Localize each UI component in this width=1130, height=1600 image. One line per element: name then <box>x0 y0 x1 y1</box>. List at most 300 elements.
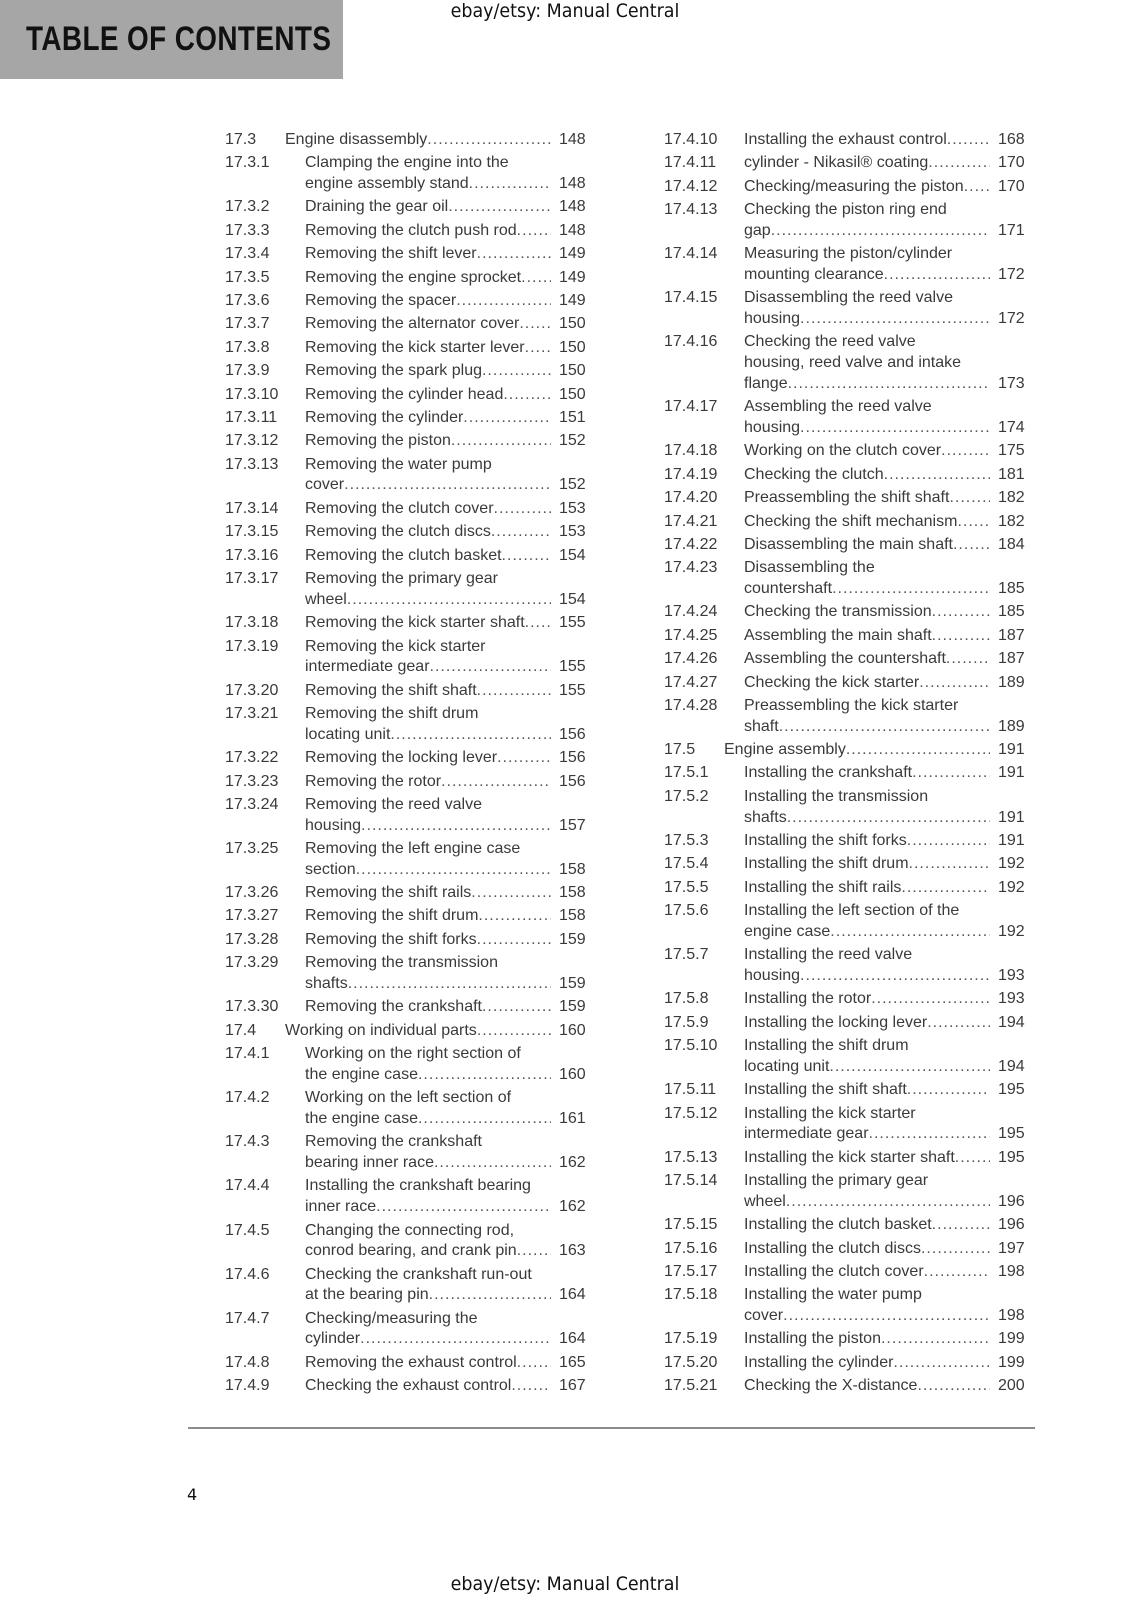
toc-entry-page: 149 <box>559 268 586 286</box>
toc-entry-page: 199 <box>998 1353 1025 1371</box>
toc-entry-title: housing <box>744 966 801 984</box>
toc-entry-number: 17.5.4 <box>664 855 709 873</box>
toc-entry[interactable] <box>664 488 1034 509</box>
toc-entry-title: Installing the clutch cover <box>744 1262 924 1280</box>
toc-entry-title: Removing the spacer <box>305 292 457 310</box>
toc-entry-title: Installing the shift shaft <box>744 1081 907 1099</box>
toc-entry[interactable] <box>664 535 1034 556</box>
dot-leader <box>477 930 551 951</box>
toc-entry-title: engine assembly stand <box>305 175 469 193</box>
toc-entry-title: cylinder <box>305 1330 361 1348</box>
toc-entry-number: 17.3.16 <box>225 546 279 564</box>
toc-entry-title: Checking the X-distance <box>744 1377 918 1395</box>
dot-leader <box>909 854 990 875</box>
toc-entry[interactable] <box>225 953 595 994</box>
toc-entry[interactable] <box>225 338 595 359</box>
toc-entry[interactable] <box>664 1285 1034 1326</box>
toc-entry-title: Removing the primary gear <box>305 570 498 588</box>
toc-entry[interactable] <box>664 854 1034 875</box>
toc-entry-number: 17.3.23 <box>225 772 279 790</box>
toc-entry-page: 151 <box>559 409 586 426</box>
dot-leader <box>881 1329 990 1350</box>
toc-entry-title: shaft <box>744 717 779 735</box>
toc-entry[interactable] <box>225 613 595 634</box>
dot-leader <box>800 309 990 330</box>
toc-entry[interactable] <box>664 1013 1034 1034</box>
dot-leader <box>932 602 990 623</box>
toc-entry[interactable] <box>664 441 1034 462</box>
dot-leader <box>829 1057 990 1078</box>
toc-entry[interactable] <box>225 221 595 242</box>
dot-leader <box>448 197 551 218</box>
dot-leader <box>427 130 551 151</box>
toc-entry-number: 17.3.28 <box>225 930 279 948</box>
toc-entry-title: inner race <box>305 1198 377 1216</box>
toc-entry[interactable] <box>664 1036 1034 1077</box>
toc-entry-number: 17.4.19 <box>664 465 718 483</box>
toc-entry-number: 17.5.10 <box>664 1037 718 1055</box>
toc-entry[interactable] <box>225 197 595 218</box>
toc-entry-page: 155 <box>559 658 586 676</box>
toc-entry-title: Removing the crankshaft <box>305 998 482 1016</box>
dot-leader <box>949 488 990 509</box>
toc-entry[interactable] <box>664 1329 1034 1350</box>
toc-entry[interactable] <box>225 1353 595 1374</box>
toc-entry-title: Checking the crankshaft run-out <box>305 1265 532 1283</box>
toc-entry[interactable] <box>664 945 1034 986</box>
dot-leader <box>917 1376 990 1397</box>
toc-entry-number: 17.4.10 <box>664 131 718 148</box>
toc-entry-number: 17.3.5 <box>225 268 270 286</box>
dot-leader <box>901 878 990 899</box>
toc-entry-number: 17.5.1 <box>664 764 709 782</box>
toc-entry-title: Removing the shift rails <box>305 884 472 902</box>
dot-leader <box>869 1124 990 1145</box>
toc-entry[interactable] <box>664 901 1034 942</box>
dot-leader <box>497 748 551 769</box>
dot-leader <box>519 314 551 335</box>
dot-leader <box>921 1239 990 1260</box>
dot-leader <box>783 1306 990 1327</box>
toc-entry-number: 17.4.11 <box>664 154 717 172</box>
toc-entry-number: 17.4.26 <box>664 650 718 668</box>
toc-entry[interactable] <box>225 455 595 496</box>
toc-entry-number: 17.5.18 <box>664 1286 718 1304</box>
footer-watermark: ebay/etsy: Manual Central <box>450 1573 680 1595</box>
dot-leader <box>957 512 990 533</box>
toc-entry-number: 17.4.2 <box>225 1089 270 1107</box>
toc-entry[interactable] <box>225 1221 595 1262</box>
toc-entry[interactable] <box>664 200 1034 241</box>
dot-leader <box>517 1353 551 1374</box>
toc-entry-title: Assembling the reed valve <box>744 398 932 416</box>
toc-entry-title: Disassembling the main shaft <box>744 535 953 553</box>
toc-entry-title: the engine case <box>305 1109 418 1127</box>
dot-leader <box>800 966 990 987</box>
toc-entry-page: 185 <box>998 580 1025 597</box>
toc-entry-title: housing <box>744 310 801 328</box>
toc-entry-number: 17.4.3 <box>225 1133 270 1151</box>
toc-entry-title: Installing the clutch discs <box>744 1239 921 1257</box>
toc-entry[interactable] <box>664 397 1034 438</box>
dot-leader <box>928 153 990 174</box>
toc-entry-page: 171 <box>998 221 1025 239</box>
toc-entry[interactable] <box>225 314 595 335</box>
dot-leader <box>787 808 990 829</box>
toc-entry-page: 149 <box>559 292 586 310</box>
toc-entry-title: Installing the rotor <box>744 990 872 1008</box>
dot-leader <box>521 268 551 289</box>
toc-entry[interactable] <box>225 637 595 678</box>
toc-entry-page: 161 <box>559 1109 586 1127</box>
toc-entry[interactable] <box>225 546 595 567</box>
dot-leader <box>477 681 551 702</box>
toc-entry-page: 159 <box>559 930 586 948</box>
toc-entry-title: countershaft <box>744 580 833 597</box>
toc-entry[interactable] <box>664 831 1034 852</box>
toc-entry-page: 191 <box>998 741 1025 759</box>
toc-entry-page: 148 <box>559 131 586 148</box>
toc-entry[interactable] <box>225 1044 595 1085</box>
dot-leader <box>356 860 551 881</box>
toc-entry-page: 195 <box>998 1081 1025 1099</box>
toc-entry[interactable] <box>664 696 1034 737</box>
toc-entry-page: 182 <box>998 489 1025 507</box>
toc-entry-title: Installing the shift rails <box>744 878 902 896</box>
toc-entry-title: Removing the engine sprocket <box>305 268 522 286</box>
toc-entry-title: Removing the clutch push rod <box>305 221 517 239</box>
toc-entry-page: 162 <box>559 1198 586 1216</box>
toc-entry[interactable] <box>664 740 1034 761</box>
dot-leader <box>441 772 551 793</box>
toc-entry[interactable] <box>664 673 1034 694</box>
dot-leader <box>871 989 990 1010</box>
toc-entry-title: Preassembling the shift shaft <box>744 489 950 507</box>
toc-entry-number: 17.4.28 <box>664 696 718 714</box>
toc-entry-page: 148 <box>559 175 586 193</box>
toc-entry[interactable] <box>664 465 1034 486</box>
toc-entry[interactable] <box>664 288 1034 329</box>
toc-entry-page: 148 <box>559 221 586 239</box>
toc-entry-number: 17.5.5 <box>664 878 709 896</box>
toc-entry[interactable] <box>225 795 595 836</box>
toc-entry-title: mounting clearance <box>744 265 884 283</box>
toc-entry-number: 17.5.7 <box>664 946 709 964</box>
toc-entry[interactable] <box>225 291 595 312</box>
dot-leader <box>788 374 990 395</box>
dot-leader <box>941 441 990 462</box>
toc-entry[interactable] <box>225 1309 595 1350</box>
dot-leader <box>502 546 551 567</box>
toc-entry[interactable] <box>225 522 595 543</box>
dot-leader <box>830 922 990 943</box>
toc-entry-number: 17.3.9 <box>225 362 270 380</box>
dot-leader <box>517 221 551 242</box>
toc-entry-page: 199 <box>998 1330 1025 1348</box>
toc-entry-title: Changing the connecting rod, <box>305 1221 515 1239</box>
toc-entry-number: 17.3.24 <box>225 795 279 813</box>
toc-entry[interactable] <box>664 558 1034 599</box>
toc-entry[interactable] <box>225 431 595 452</box>
toc-entry[interactable] <box>225 361 595 382</box>
toc-entry-number: 17.4.23 <box>664 559 718 577</box>
toc-entry[interactable] <box>664 649 1034 670</box>
toc-entry-title: the engine case <box>305 1065 418 1083</box>
toc-entry[interactable] <box>225 499 595 520</box>
dot-leader <box>477 1021 551 1042</box>
toc-entry[interactable] <box>664 244 1034 285</box>
toc-entry-title: Removing the kick starter lever <box>305 338 525 356</box>
toc-entry[interactable] <box>664 177 1034 198</box>
dot-leader <box>517 1241 551 1262</box>
toc-entry[interactable] <box>664 332 1034 394</box>
toc-entry[interactable] <box>225 1132 595 1173</box>
toc-entry-title: Installing the shift forks <box>744 831 907 849</box>
toc-entry-title: Removing the shift lever <box>305 245 477 263</box>
toc-entry-number: 17.4.24 <box>664 603 718 621</box>
toc-entry-number: 17.4.27 <box>664 673 718 691</box>
toc-entry-title: Installing the primary gear <box>744 1172 929 1190</box>
toc-entry[interactable] <box>664 1171 1034 1212</box>
toc-entry-number: 17.5.11 <box>664 1081 717 1099</box>
toc-entry-number: 17.4.16 <box>664 333 718 351</box>
toc-entry-number: 17.4.20 <box>664 489 718 507</box>
toc-entry[interactable] <box>225 906 595 927</box>
toc-entry-title: housing, reed valve and intake <box>744 354 962 372</box>
toc-entry-title: Removing the transmission <box>305 954 498 972</box>
toc-entry-title: Removing the left engine case <box>305 839 521 857</box>
toc-entry[interactable] <box>664 1148 1034 1169</box>
toc-entry[interactable] <box>225 839 595 880</box>
dot-leader <box>946 649 990 670</box>
toc-entry-number: 17.4.14 <box>664 245 718 263</box>
toc-entry-number: 17.5.2 <box>664 787 709 805</box>
toc-entry-page: 152 <box>559 476 586 494</box>
toc-entry-title: Installing the shift drum <box>744 855 909 873</box>
toc-entry-title: Working on the clutch cover <box>744 442 942 460</box>
toc-entry[interactable] <box>225 244 595 265</box>
toc-entry[interactable] <box>664 626 1034 647</box>
toc-entry-page: 184 <box>998 535 1025 553</box>
dot-leader <box>434 1153 551 1174</box>
toc-entry[interactable] <box>225 704 595 745</box>
toc-entry-title: Checking the shift mechanism <box>744 512 958 530</box>
toc-entry-number: 17.3.15 <box>225 523 279 541</box>
toc-entry-title: Installing the left section of the <box>744 902 960 920</box>
dot-leader <box>953 535 990 556</box>
dot-leader <box>482 361 551 382</box>
dot-leader <box>348 974 551 995</box>
dot-leader <box>786 1192 990 1213</box>
toc-entry-title: Working on the left section of <box>305 1089 512 1107</box>
toc-entry-title: cover <box>305 476 345 494</box>
toc-entry-number: 17.4.15 <box>664 289 718 307</box>
toc-entry[interactable] <box>225 1021 595 1042</box>
toc-entry-page: 159 <box>559 974 586 992</box>
toc-entry-title: Checking the piston ring end <box>744 201 947 219</box>
toc-entry-title: Removing the kick starter <box>305 637 486 655</box>
toc-entry-page: 153 <box>559 499 586 517</box>
toc-entry[interactable] <box>664 1104 1034 1145</box>
dot-leader <box>779 717 990 738</box>
toc-entry[interactable] <box>225 681 595 702</box>
toc-entry-title: locating unit <box>305 725 391 743</box>
toc-entry-title: Removing the alternator cover <box>305 315 520 333</box>
dot-leader <box>846 740 990 761</box>
toc-entry-title: flange <box>744 374 788 392</box>
toc-entry[interactable] <box>664 602 1034 623</box>
toc-entry[interactable] <box>225 1088 595 1129</box>
dot-leader <box>927 1013 990 1034</box>
toc-entry-number: 17.3.29 <box>225 954 279 972</box>
toc-entry[interactable] <box>225 153 595 194</box>
toc-entry-title: section <box>305 860 356 878</box>
toc-entry[interactable] <box>225 748 595 769</box>
toc-entry-page: 194 <box>998 1057 1025 1075</box>
toc-entry-page: 191 <box>998 764 1025 782</box>
toc-entry[interactable] <box>664 1239 1034 1260</box>
dot-leader <box>832 579 990 600</box>
toc-entry-page: 155 <box>559 614 586 632</box>
toc-entry[interactable] <box>225 1376 595 1397</box>
dot-leader <box>525 613 551 634</box>
dot-leader <box>471 883 551 904</box>
toc-entry-title: Installing the shift drum <box>744 1037 909 1055</box>
toc-entry-page: 189 <box>998 673 1025 691</box>
toc-entry-page: 154 <box>559 546 586 564</box>
toc-entry[interactable] <box>664 1262 1034 1283</box>
toc-entry-page: 154 <box>559 590 586 608</box>
toc-entry[interactable] <box>225 1176 595 1217</box>
dot-leader <box>955 1148 990 1169</box>
toc-entry[interactable] <box>225 569 595 610</box>
toc-entry-number: 17.4.22 <box>664 535 718 553</box>
dot-leader <box>525 338 551 359</box>
toc-entry[interactable] <box>225 997 595 1018</box>
toc-entry-number: 17.3.7 <box>225 315 270 333</box>
toc-entry[interactable] <box>225 268 595 289</box>
toc-entry[interactable] <box>664 1376 1034 1397</box>
toc-entry-title: Checking/measuring the piston <box>744 177 964 195</box>
toc-entry[interactable] <box>225 130 595 151</box>
toc-entry-title: Installing the transmission <box>744 787 929 805</box>
dot-leader <box>451 431 551 452</box>
toc-entry-title: Removing the cylinder <box>305 409 464 426</box>
toc-entry[interactable] <box>664 1215 1034 1236</box>
toc-entry-title: conrod bearing, and crank pin <box>305 1242 517 1260</box>
toc-entry-title: cylinder - Nikasil® coating <box>744 154 929 172</box>
toc-entry-title: Checking/measuring the <box>305 1309 478 1327</box>
toc-entry-page: 150 <box>559 385 586 403</box>
toc-entry-page: 194 <box>998 1013 1025 1031</box>
toc-entry-title: intermediate gear <box>305 658 430 676</box>
toc-entry-title: Removing the shift shaft <box>305 681 477 699</box>
toc-entry[interactable] <box>664 989 1034 1010</box>
dot-leader <box>477 244 551 265</box>
toc-entry-page: 192 <box>998 855 1025 873</box>
toc-entry-title: housing <box>305 816 362 834</box>
dot-leader <box>456 291 551 312</box>
toc-entry-number: 17.4.13 <box>664 201 718 219</box>
toc-entry-title: Removing the reed valve <box>305 795 482 813</box>
toc-entry-number: 17.4.4 <box>225 1177 270 1195</box>
toc-entry-number: 17.5.19 <box>664 1330 718 1348</box>
toc-entry[interactable] <box>664 787 1034 828</box>
dot-leader <box>347 590 551 611</box>
toc-entry[interactable] <box>225 930 595 951</box>
toc-entry[interactable] <box>664 763 1034 784</box>
toc-entry[interactable] <box>225 772 595 793</box>
dot-leader <box>429 1285 551 1306</box>
toc-entry-page: 187 <box>998 650 1025 668</box>
toc-entry-number: 17.4.8 <box>225 1353 270 1371</box>
dot-leader <box>964 177 990 198</box>
toc-entry-page: 172 <box>998 265 1025 283</box>
dot-leader <box>771 221 990 242</box>
toc-entry-title: Checking the reed valve <box>744 333 916 351</box>
toc-entry-number: 17.5.13 <box>664 1148 718 1166</box>
toc-entry-title: Working on the right section of <box>305 1045 521 1063</box>
toc-entry-page: 148 <box>559 198 586 216</box>
toc-entry-title: Installing the crankshaft bearing <box>305 1177 531 1195</box>
toc-entry-page: 193 <box>998 966 1025 984</box>
toc-entry-title: Engine disassembly <box>285 131 428 148</box>
dot-leader <box>418 1109 551 1130</box>
toc-entry-title: Installing the reed valve <box>744 946 913 964</box>
toc-entry[interactable] <box>664 878 1034 899</box>
toc-entry[interactable] <box>225 883 595 904</box>
toc-entry[interactable] <box>664 1080 1034 1101</box>
toc-entry-title: Removing the spark plug <box>305 362 482 380</box>
toc-entry-title: Installing the cylinder <box>744 1353 894 1371</box>
toc-entry-number: 17.4.18 <box>664 442 718 460</box>
toc-column-right <box>664 130 1034 1400</box>
toc-entry[interactable] <box>225 408 595 429</box>
toc-entry-page: 195 <box>998 1125 1025 1143</box>
toc-entry-title: Removing the kick starter shaft <box>305 614 525 632</box>
toc-entry-page: 200 <box>998 1377 1025 1395</box>
toc-entry-page: 150 <box>559 315 586 333</box>
dot-leader <box>907 831 990 852</box>
toc-entry[interactable] <box>664 512 1034 533</box>
page-number: 4 <box>187 1485 198 1504</box>
toc-entry-number: 17.4.6 <box>225 1265 270 1283</box>
toc-entry[interactable] <box>225 1265 595 1306</box>
toc-entry-number: 17.4.7 <box>225 1309 270 1327</box>
dot-leader <box>511 1376 551 1397</box>
toc-entry[interactable] <box>664 1353 1034 1374</box>
toc-entry[interactable] <box>664 130 1034 151</box>
toc-entry-page: 152 <box>559 432 586 450</box>
toc-entry-page: 158 <box>559 884 586 902</box>
toc-entry-title: Installing the kick starter shaft <box>744 1148 955 1166</box>
toc-entry-page: 158 <box>559 860 586 878</box>
toc-entry-page: 156 <box>559 772 586 790</box>
toc-entry[interactable] <box>225 385 595 406</box>
toc-entry-title: Installing the exhaust control <box>744 131 947 148</box>
toc-entry[interactable] <box>664 153 1034 174</box>
dot-leader <box>361 816 551 837</box>
dot-leader <box>430 657 551 678</box>
toc-entry-title: Removing the rotor <box>305 772 442 790</box>
toc-entry-number: 17.3.10 <box>225 385 279 403</box>
toc-entry-title: Removing the shift drum <box>305 705 479 723</box>
toc-entry-title: Removing the shift drum <box>305 907 479 925</box>
toc-entry-number: 17.5.6 <box>664 902 709 920</box>
toc-entry-title: wheel <box>305 590 347 608</box>
toc-entry-title: Assembling the main shaft <box>744 626 932 644</box>
toc-entry-number: 17.3.18 <box>225 614 279 632</box>
